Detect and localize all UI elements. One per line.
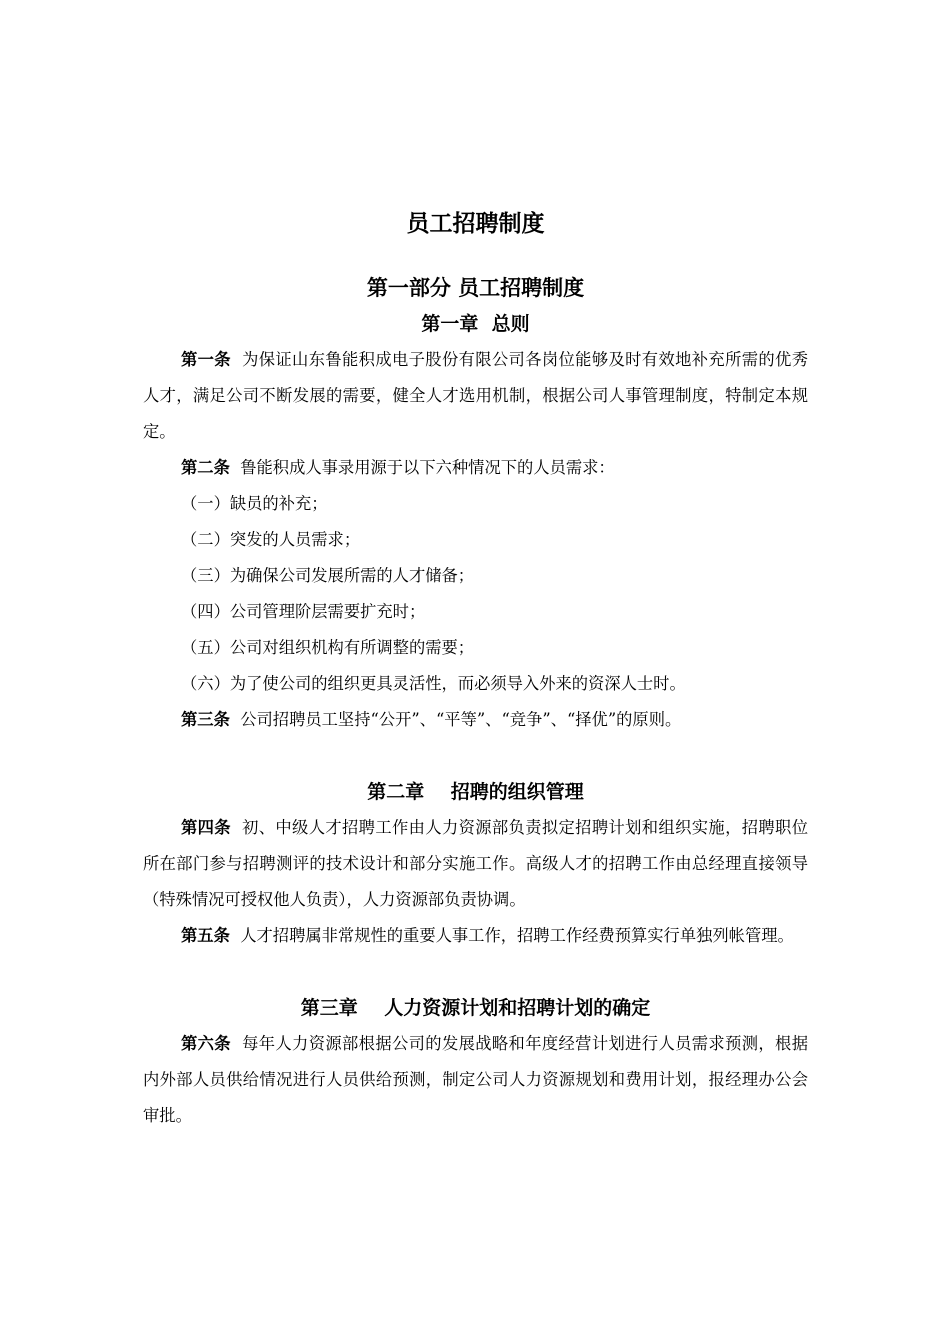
article-paragraph bbox=[143, 1026, 808, 1134]
article-number: 第一条 bbox=[181, 350, 231, 369]
part-heading: 第一部分 员工招聘制度 bbox=[366, 276, 585, 300]
article-paragraph bbox=[143, 918, 808, 954]
list-item: （二）突发的人员需求； bbox=[181, 530, 361, 549]
article-number: 第四条 bbox=[181, 818, 231, 837]
article-text: 人才招聘属非常规性的重要人事工作，招聘工作经费预算实行单独列帐管理。 bbox=[240, 926, 794, 945]
article-number: 第五条 bbox=[181, 926, 230, 945]
article-number: 第二条 bbox=[181, 458, 230, 477]
document-body bbox=[143, 204, 808, 1134]
list-item: （六）为了使公司的组织更具灵活性，而必须导入外来的资深人士时。 bbox=[181, 674, 686, 693]
chapter-heading: 第三章 人力资源计划和招聘计划的确定 bbox=[300, 997, 651, 1019]
article-text: 鲁能积成人事录用源于以下六种情况下的人员需求： bbox=[240, 458, 615, 477]
chapter-heading: 第二章 招聘的组织管理 bbox=[367, 781, 584, 803]
list-item: （五）公司对组织机构有所调整的需要； bbox=[181, 638, 475, 657]
article-text: 公司招聘员工坚持“公开”、“平等”、“竞争”、“择优”的原则。 bbox=[240, 710, 682, 729]
article-paragraph bbox=[143, 810, 808, 918]
list-item: （三）为确保公司发展所需的人才储备； bbox=[181, 566, 475, 585]
list-item: （一）缺员的补充； bbox=[181, 494, 328, 513]
article-number: 第三条 bbox=[181, 710, 230, 729]
document-title: 员工招聘制度 bbox=[406, 211, 545, 237]
article-text: 为保证山东鲁能积成电子股份有限公司各岗位能够及时有效地补充所需的优秀人才，满足公司不断发展的需要，健全人才选用机制，根据公司人事管理制度，特制定本规定。 bbox=[143, 350, 808, 441]
article-number: 第六条 bbox=[181, 1034, 231, 1053]
list-item: （四）公司管理阶层需要扩充时； bbox=[181, 602, 426, 621]
article-text: 初、中级人才招聘工作由人力资源部负责拟定招聘计划和组织实施，招聘职位所在部门参与招聘测评的技术设计和部分实施工作。高级人才的招聘工作由总经理直接领导（特殊情况可授权他人负责），人力资源部负责协调。 bbox=[143, 818, 808, 909]
chapter-heading: 第一章 总则 bbox=[421, 313, 530, 335]
article-text: 每年人力资源部根据公司的发展战略和年度经营计划进行人员需求预测，根据内外部人员供给情况进行人员供给预测，制定公司人力资源规划和费用计划，报经理办公会审批。 bbox=[143, 1034, 808, 1125]
article-paragraph bbox=[143, 702, 808, 738]
article-paragraph bbox=[143, 450, 808, 486]
article-paragraph bbox=[143, 342, 808, 450]
